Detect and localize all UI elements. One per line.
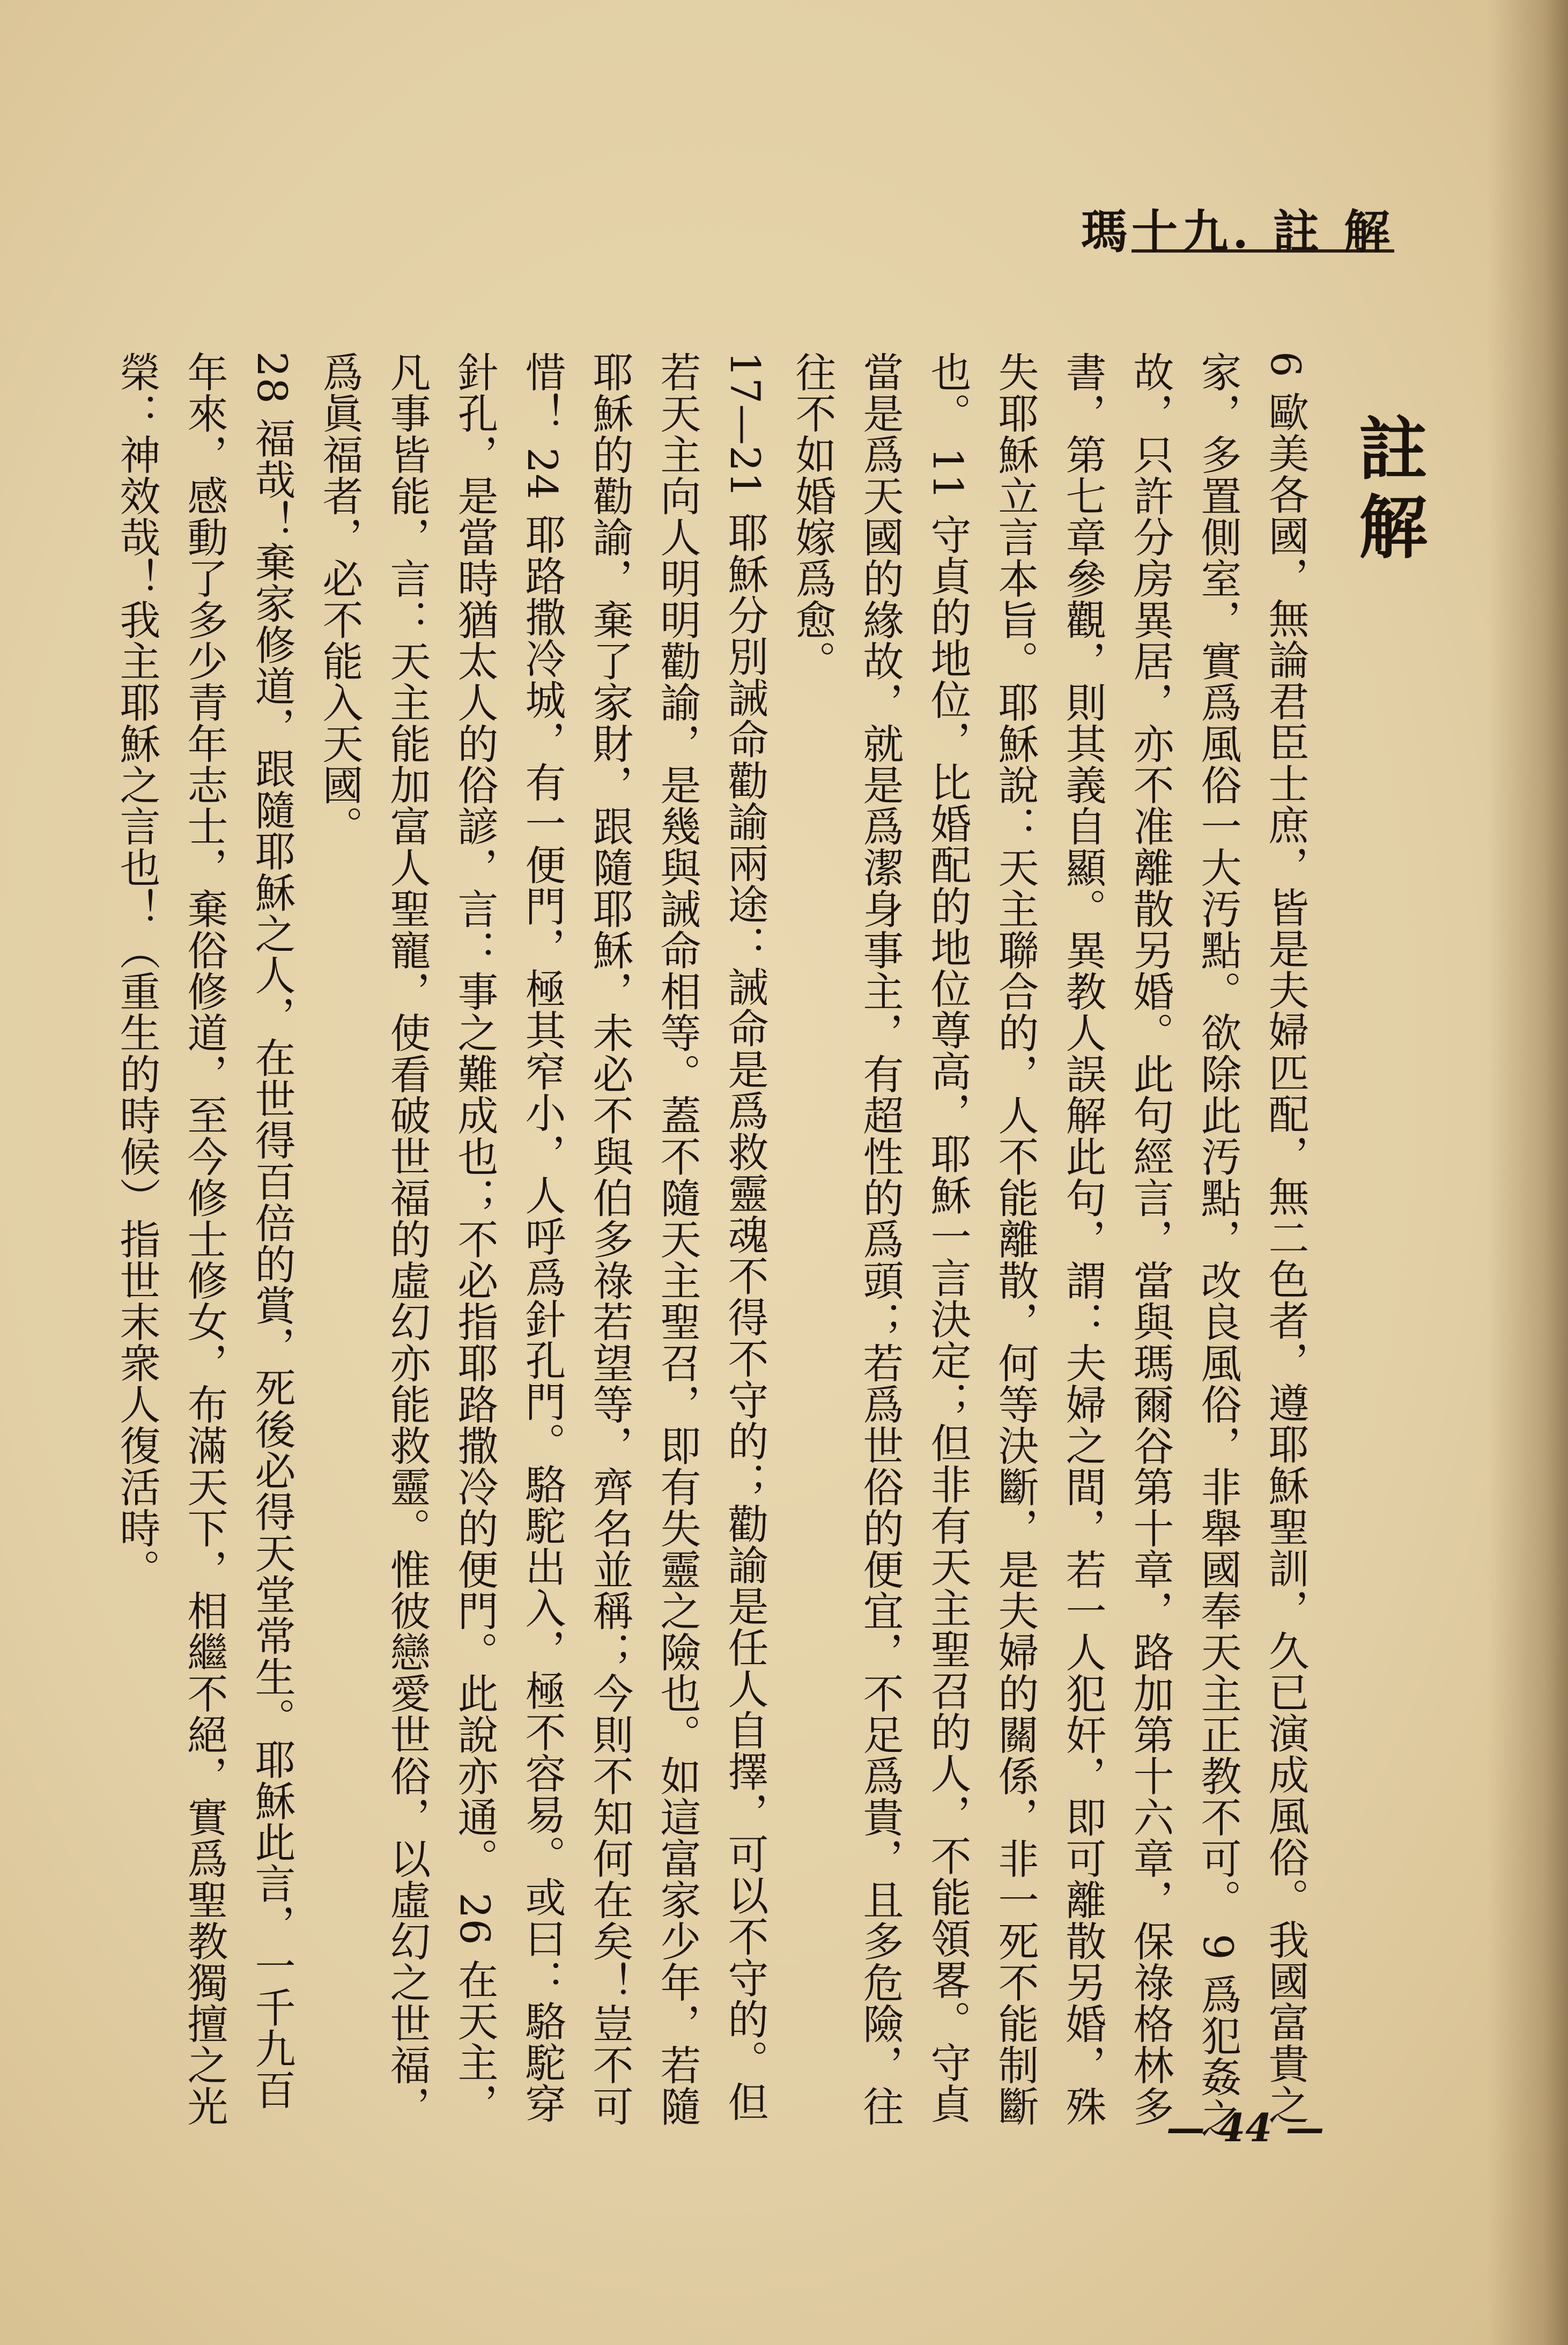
- annotation-body: [113, 351, 1319, 2142]
- running-title: 瑪十九. 註 解: [1081, 205, 1394, 259]
- page-header: [1081, 190, 1394, 259]
- page-number: — 44 —: [1166, 2105, 1325, 2150]
- annotation-paragraph-1: 6 歐美各國，無論君臣士庶，皆是夫婦匹配，無二色者，遵耶穌聖訓，久已演成風俗。我國富貴之家，多置側室，實爲風俗一大汚點。欲除此汚點，改良風俗，非舉國奉天主正教不可。 9 爲犯姦之故，只許分房異居，亦不准離散另婚。此句經言，當與瑪爾谷第十章，路加第十六章，保祿格林多書，第七章參觀，則其義自顯。異教人誤解此句，謂：夫婦之間，若一人犯奸，即可離散另婚，殊失耶穌立言本旨。耶穌說：天主聯合的，人不能離散，何等決斷，是夫婦的關係，非一死不能制斷也。 11 守貞的地位，比婚配的地位尊高，耶穌一言決定；但非有天主聖召的人，不能領畧。守貞當是爲天國的緣故，就是爲潔身事主，有超性的爲頭；若爲世俗的便宜，不足爲貴，且多危險，往往不如婚嫁爲愈。: [789, 351, 1310, 2139]
- spine-shadow: [1488, 0, 1568, 2345]
- annotation-paragraph-2: 17—21 耶穌分別誡命勸諭兩途：誡命是爲救靈魂不得不守的；勸諭是任人自擇，可以不守的。但若天主向人明明勸諭，是幾與誡命相等。蓋不隨天主聖召，即有失靈之險也。如這富家少年，若隨耶穌的勸諭，棄了家財，跟隨耶穌，未必不與伯多祿若望等，齊名並稱；今則不知何在矣！豈不可惜！ 24 耶路撒冷城，有一便門，極其窄小，人呼爲針孔門。駱駝出入，極不容易。或曰：駱駝穿針孔，是當時猶太人的俗諺，言：事之難成也；不必指耶路撒冷的便門。此說亦通。 26 在天主，凡事皆能，言：天主能加富人聖寵，使看破世福的虛幻亦能救靈。惟彼戀愛世俗，以虛幻之世福，爲眞福者，必不能入天國。: [316, 351, 769, 2127]
- section-heading: 註解: [1347, 413, 1428, 569]
- annotation-paragraph-3: 28 福哉！棄家修道，跟隨耶穌之人，在世得百倍的賞，死後必得天堂常生。耶穌此言，一千九百年來，感動了多少青年志士，棄俗修道，至今修士修女，布滿天下，相繼不絕，實爲聖教獨擅之光榮：神效哉！我主耶穌之言也！（重生的時候）指世末衆人復活時。: [113, 351, 296, 2127]
